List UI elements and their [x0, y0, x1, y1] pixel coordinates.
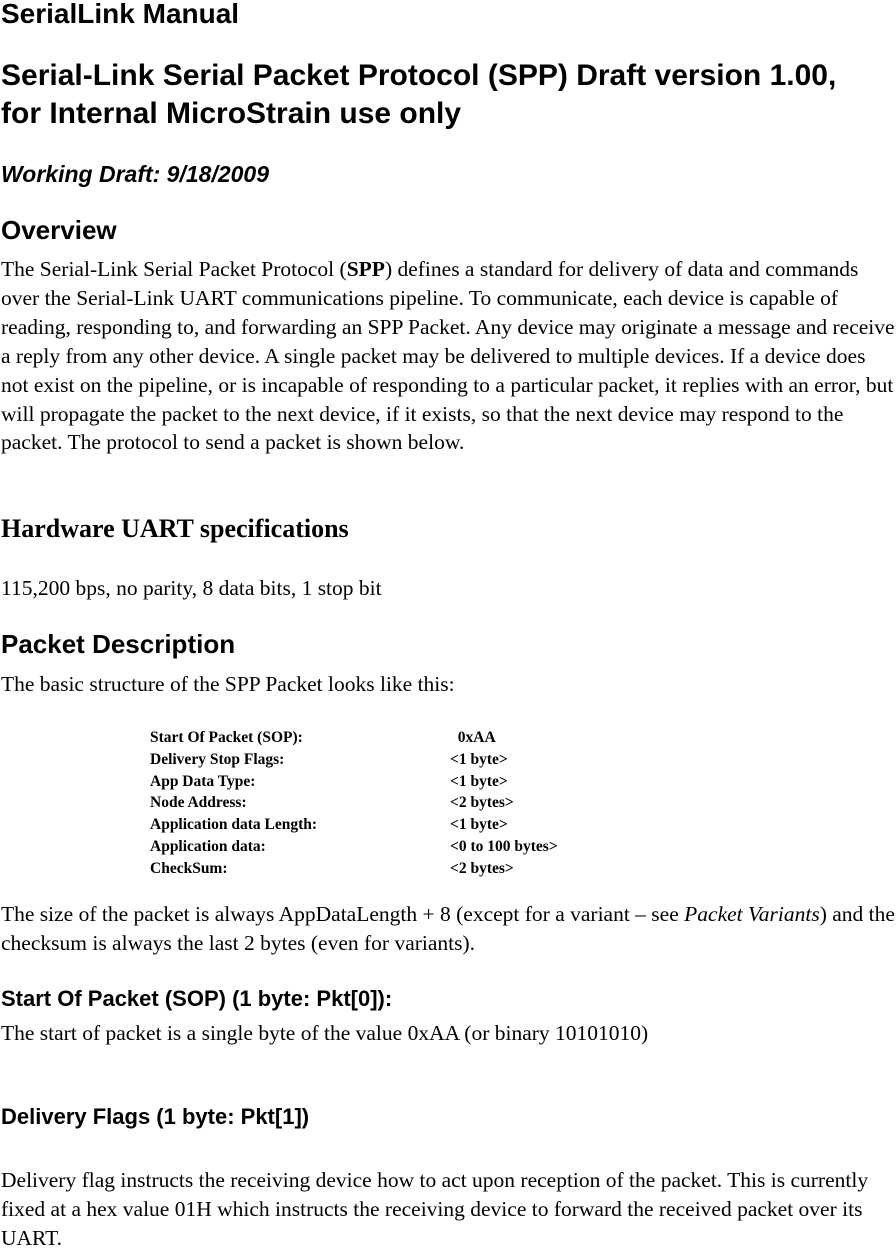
packet-field-label: CheckSum:: [150, 859, 228, 877]
packet-field-value: <2 bytes>: [450, 794, 514, 812]
packet-field-row: [150, 858, 650, 880]
working-draft-date: Working Draft: 9/18/2009: [1, 161, 270, 187]
overview-text-after: ) defines a standard for delivery of data and commands over the Serial-Link UART communications pipeline. To communicate, each device is capable of reading, responding to, and forwarding an SPP Packet. Any device may originate a message and receive a reply from any other device. A single packet may be delivered to multiple devices. If a device does not exist on the pipeline, or is incapable of responding to a particular packet, it replies with an error, but will propagate the packet to the next device, if it exists, so that the next device may respond to the packet. The protocol to send a packet is shown below.: [1, 257, 895, 455]
packet-field-row: [150, 814, 650, 836]
packet-field-value: <1 byte>: [450, 816, 508, 834]
overview-bold-term: SPP: [346, 257, 385, 281]
document-title: Serial-Link Serial Packet Protocol (SPP) Draft version 1.00, for Internal MicroStrain use only: [1, 59, 837, 130]
packet-description-heading: Packet Description: [1, 629, 236, 659]
sop-heading: Start Of Packet (SOP) (1 byte: Pkt[0]):: [1, 986, 393, 1011]
packet-field-value: 0xAA: [450, 729, 496, 746]
packet-field-label: Delivery Stop Flags:: [150, 750, 285, 768]
manual-title: SerialLink Manual: [1, 0, 240, 29]
packet-description-intro: The basic structure of the SPP Packet looks like this:: [1, 672, 455, 696]
overview-paragraph: [1, 255, 896, 457]
packet-field-row: [150, 771, 650, 793]
packet-field-label: Node Address:: [150, 794, 247, 812]
packet-size-text-after: ) and the checksum is always the last 2 bytes (even for variants).: [1, 902, 895, 955]
overview-text-before: The Serial-Link Serial Packet Protocol (: [1, 257, 347, 281]
packet-field-label: Start Of Packet (SOP):: [150, 729, 303, 746]
overview-heading: Overview: [1, 215, 117, 245]
packet-field-row: [150, 727, 650, 749]
packet-variants-reference: Packet Variants: [684, 902, 820, 926]
delivery-flags-heading: Delivery Flags (1 byte: Pkt[1]): [1, 1104, 310, 1129]
packet-field-value: <1 byte>: [450, 750, 508, 768]
packet-size-text-before: The size of the packet is always AppDataLength + 8 (except for a variant – see: [1, 902, 685, 926]
packet-field-value: <1 byte>: [450, 772, 508, 790]
sop-paragraph: The start of packet is a single byte of the value 0xAA (or binary 10101010): [1, 1021, 649, 1045]
hardware-heading: Hardware UART specifications: [1, 514, 349, 543]
packet-field-label: App Data Type:: [150, 772, 256, 790]
packet-size-paragraph: [1, 900, 896, 958]
delivery-flags-paragraph: Delivery flag instructs the receiving device how to act upon reception of the packet. This is currently fixed at a hex value 01H which instructs the receiving device to forward the received packet over its UART.: [1, 1168, 869, 1250]
packet-field-label: Application data Length:: [150, 816, 318, 834]
packet-field-row: [150, 749, 650, 771]
packet-structure-table: [150, 727, 650, 880]
packet-field-label: Application data:: [150, 837, 266, 855]
hardware-specs: 115,200 bps, no parity, 8 data bits, 1 stop bit: [1, 576, 382, 600]
packet-field-row: [150, 792, 650, 814]
packet-field-row: [150, 836, 650, 858]
packet-field-value: <2 bytes>: [450, 859, 514, 877]
packet-field-value: <0 to 100 bytes>: [450, 837, 558, 855]
